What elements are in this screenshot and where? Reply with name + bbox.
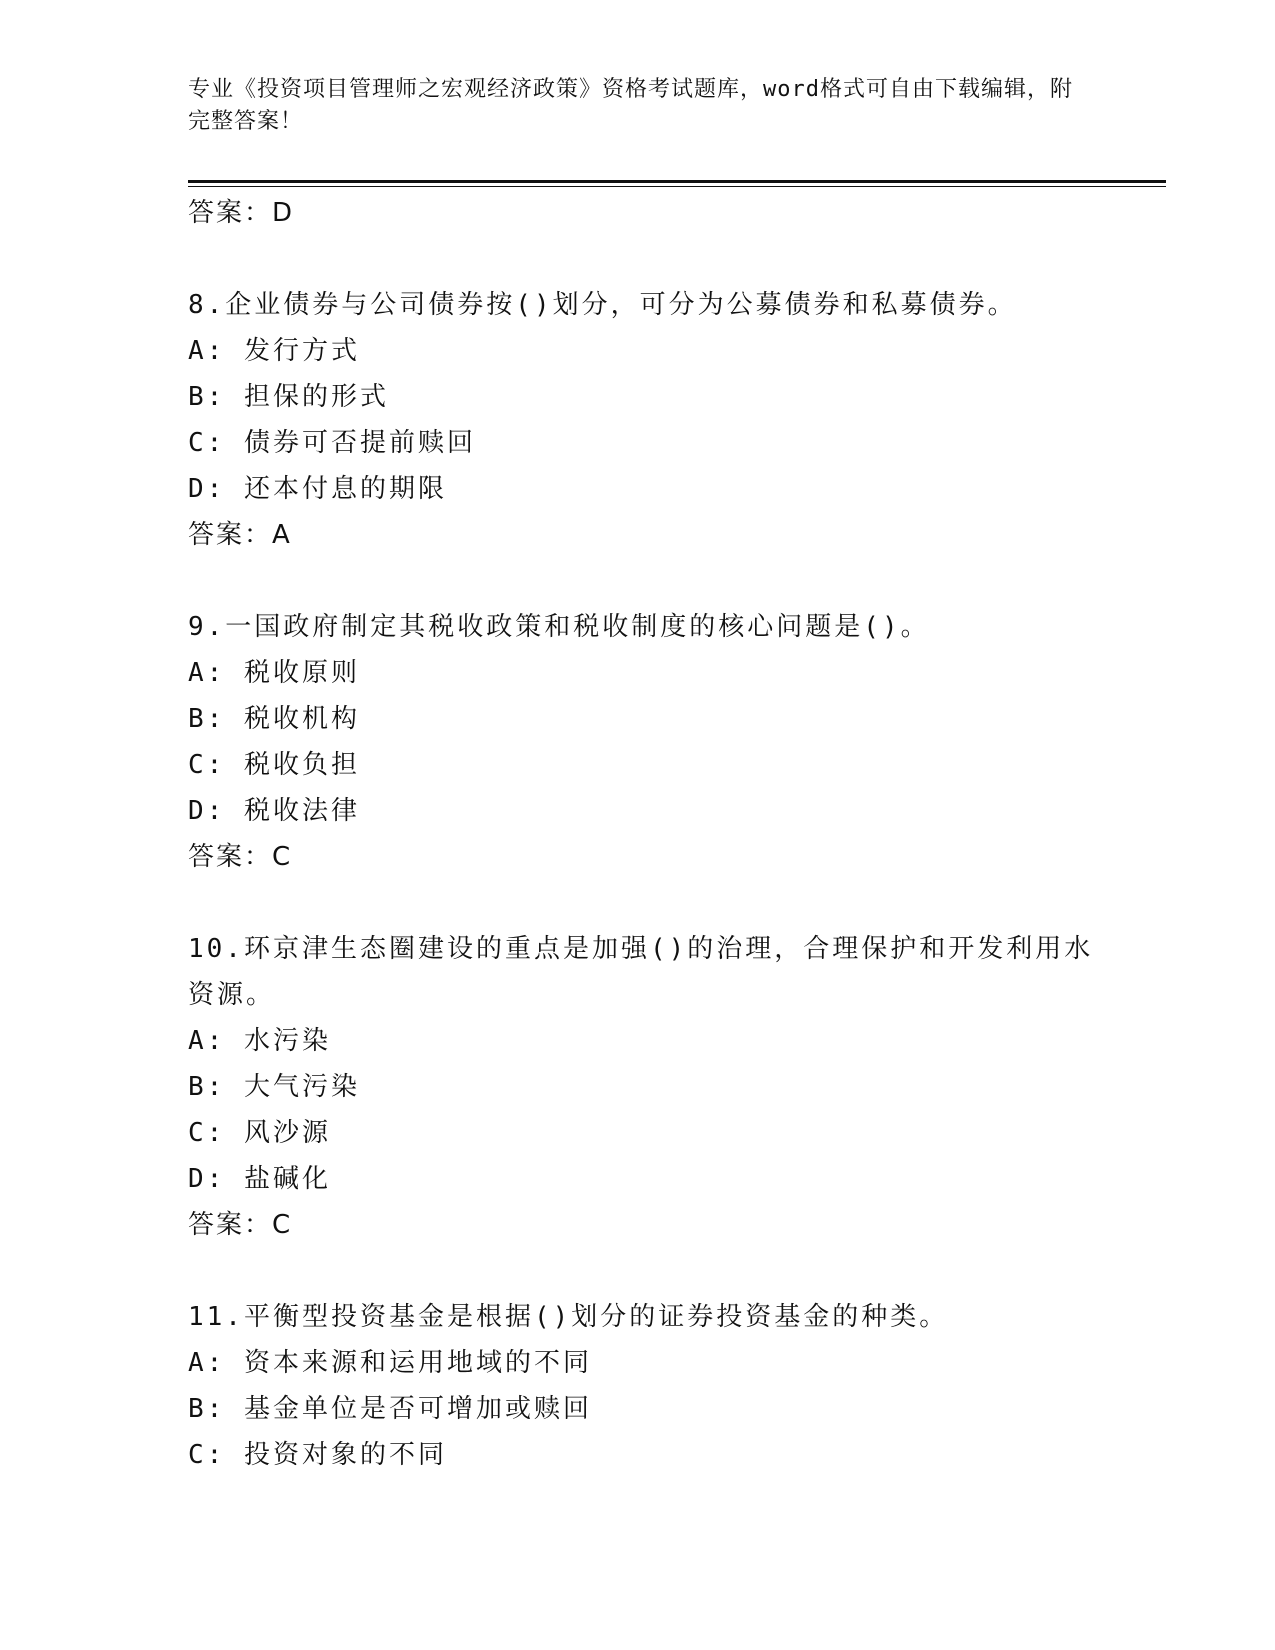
question-text: 10.环京津生态圈建设的重点是加强()的治理，合理保护和开发利用水资源。 bbox=[188, 934, 1094, 1010]
option-d: D: 税收法律 bbox=[188, 796, 360, 826]
spacer bbox=[188, 880, 1108, 926]
spacer bbox=[188, 558, 1108, 604]
question-10 bbox=[188, 926, 1108, 1248]
answer: 答案：A bbox=[188, 520, 292, 550]
option-a: A: 资本来源和运用地域的不同 bbox=[188, 1348, 592, 1378]
header-divider-thin bbox=[188, 186, 1166, 187]
spacer bbox=[188, 1248, 1108, 1294]
option-c: C: 税收负担 bbox=[188, 750, 360, 780]
answer: 答案：C bbox=[188, 842, 293, 872]
question-list bbox=[188, 190, 1108, 1478]
option-a: A: 水污染 bbox=[188, 1026, 331, 1056]
header-text: 专业《投资项目管理师之宏观经济政策》资格考试题库，word格式可自由下载编辑，附完整答案！ bbox=[188, 77, 1073, 134]
question-text: 9.一国政府制定其税收政策和税收制度的核心问题是()。 bbox=[188, 612, 930, 642]
option-d: D: 盐碱化 bbox=[188, 1164, 331, 1194]
option-b: B: 担保的形式 bbox=[188, 382, 389, 412]
option-d: D: 还本付息的期限 bbox=[188, 474, 447, 504]
question-text: 8.企业债券与公司债券按()划分，可分为公募债券和私募债券。 bbox=[188, 290, 1017, 320]
previous-answer: 答案：D bbox=[188, 198, 295, 228]
spacer bbox=[188, 236, 1108, 282]
question-8 bbox=[188, 282, 1108, 558]
option-a: A: 发行方式 bbox=[188, 336, 360, 366]
option-c: C: 债券可否提前赎回 bbox=[188, 428, 476, 458]
question-9 bbox=[188, 604, 1108, 880]
option-a: A: 税收原则 bbox=[188, 658, 360, 688]
header-divider-thick bbox=[188, 180, 1166, 183]
answer: 答案：C bbox=[188, 1210, 293, 1240]
option-b: B: 大气污染 bbox=[188, 1072, 360, 1102]
option-b: B: 基金单位是否可增加或赎回 bbox=[188, 1394, 592, 1424]
question-11 bbox=[188, 1294, 1108, 1478]
option-b: B: 税收机构 bbox=[188, 704, 360, 734]
option-c: C: 风沙源 bbox=[188, 1118, 331, 1148]
question-text: 11.平衡型投资基金是根据()划分的证券投资基金的种类。 bbox=[188, 1302, 949, 1332]
document-header bbox=[188, 74, 1088, 138]
option-c: C: 投资对象的不同 bbox=[188, 1440, 447, 1470]
